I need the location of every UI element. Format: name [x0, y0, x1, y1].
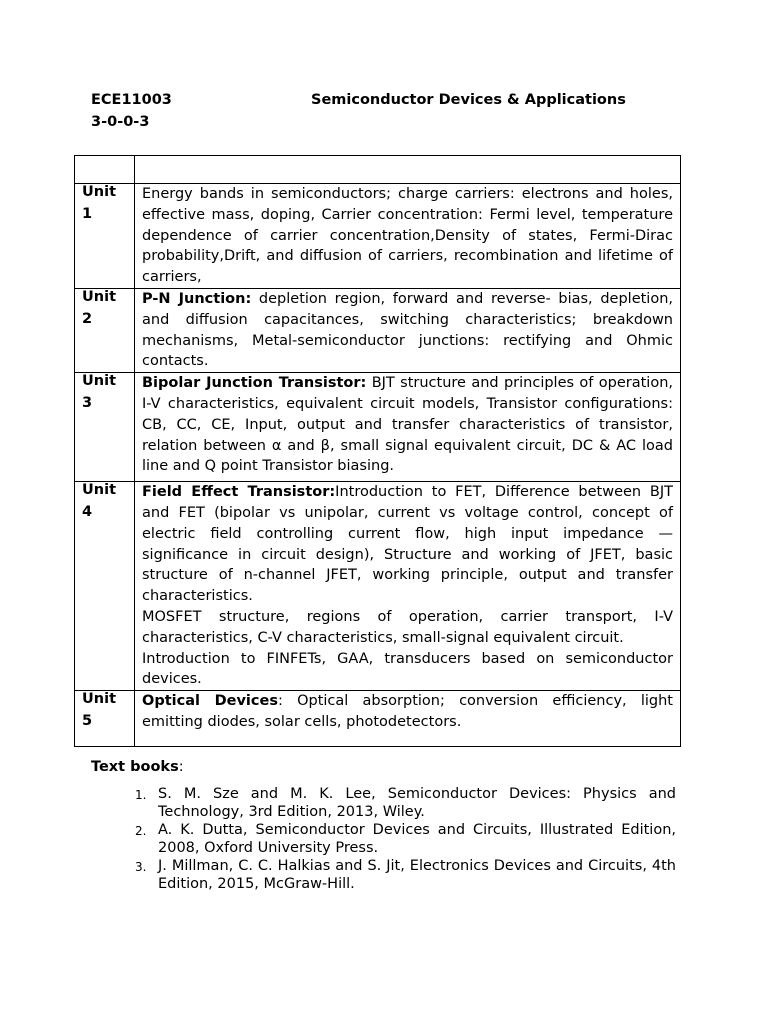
table-header-row — [75, 156, 681, 184]
list-item — [135, 786, 676, 821]
list-item — [135, 822, 676, 857]
unit-paragraph — [142, 373, 673, 477]
unit-number: 5 — [82, 713, 93, 730]
unit-content-cell — [135, 288, 681, 372]
list-item — [135, 858, 676, 893]
unit-content-cell — [135, 691, 681, 747]
syllabus-table — [74, 155, 681, 747]
list-item-text: S. M. Sze and M. K. Lee, Semiconductor Devices: Physics and Technology, 3rd Edition, 2013, Wiley. — [158, 786, 676, 820]
unit-topic-title: Bipolar Junction Transistor: — [142, 375, 367, 392]
list-item-number: 1. — [135, 788, 147, 802]
list-item-number: 3. — [135, 860, 147, 874]
unit-number: 4 — [82, 504, 93, 521]
list-item-text: J. Millman, C. C. Halkias and S. Jit, Electronics Devices and Circuits, 4th Edition, 2015, McGraw-Hill. — [158, 858, 676, 892]
table-row — [75, 482, 681, 691]
unit-topic-text: Introduction to FET, Difference between BJT and FET (bipolar vs unipolar, current vs voltage control, concept of electric field controlling current flow, high input impedance — significance in circuit design), Structure and working of JFET, basic structure of n-channel JFET, working principle, output and transfer characteristics. — [142, 484, 673, 605]
unit-content-cell — [135, 184, 681, 289]
unit-content-cell — [135, 373, 681, 482]
unit-label-cell — [75, 691, 135, 747]
header-cell-content — [135, 156, 681, 184]
table-row — [75, 288, 681, 372]
unit-topic-title: Field Effect Transistor: — [142, 484, 336, 501]
unit-label: Unit — [82, 184, 116, 200]
textbooks-heading — [91, 759, 184, 775]
unit-paragraph: Energy bands in semiconductors; charge carriers: electrons and holes, effective mass, doping, Carrier concentration: Fermi level, temperature dependence of carrier concentration,Density of states, Fermi-Dirac probability,Drift, and diffusion of carriers, recombination and lifetime of carriers, — [142, 186, 673, 286]
textbooks-heading-colon: : — [178, 759, 184, 775]
table-row — [75, 373, 681, 482]
header-cell-unit — [75, 156, 135, 184]
textbook-list — [135, 786, 676, 894]
table-row — [75, 691, 681, 747]
list-item-text: A. K. Dutta, Semiconductor Devices and Circuits, Illustrated Edition, 2008, Oxford University Press. — [158, 822, 676, 856]
unit-label-cell — [75, 482, 135, 691]
unit-label-cell — [75, 288, 135, 372]
unit-topic-text: depletion region, forward and reverse- bias, depletion, and diffusion capacitances, switching characteristics; breakdown mechanisms, Metal-semiconductor junctions: rectifying and Ohmic contacts. — [142, 290, 673, 370]
unit-number: 2 — [82, 310, 93, 327]
unit-number: 1 — [82, 206, 93, 222]
unit-number: 3 — [82, 395, 93, 412]
course-code: ECE11003 — [91, 92, 172, 108]
unit-paragraph — [142, 691, 673, 733]
unit-paragraph: MOSFET structure, regions of operation, carrier transport, I-V characteristics, C-V characteristics, small-signal equivalent circuit. — [142, 608, 673, 646]
unit-label: Unit — [82, 691, 116, 708]
unit-paragraph: Introduction to FINFETs, GAA, transducers based on semiconductor devices. — [142, 650, 673, 688]
textbooks-heading-label: Text books — [91, 759, 179, 775]
unit-topic-title: P-N Junction: — [142, 290, 252, 307]
unit-paragraph — [142, 482, 673, 607]
unit-paragraph — [142, 289, 673, 372]
unit-label: Unit — [82, 482, 116, 499]
unit-content-cell — [135, 482, 681, 691]
list-item-number: 2. — [135, 824, 147, 838]
table-row — [75, 184, 681, 289]
unit-topic-text: : Optical absorption; conversion efficiency, light emitting diodes, solar cells, photodetectors. — [142, 693, 673, 730]
unit-topic-text: BJT structure and principles of operation, I-V characteristics, equivalent circuit models, Transistor configurations: CB, CC, CE, Input, output and transfer characteristics of transistor, relation between α and β, small signal equivalent circuit, DC & AC load line and Q point Transistor biasing. — [142, 375, 673, 475]
course-title: Semiconductor Devices & Applications — [311, 92, 626, 108]
unit-label-cell — [75, 373, 135, 482]
unit-topic-title: Optical Devices — [142, 693, 278, 710]
course-credits: 3-0-0-3 — [91, 114, 150, 130]
unit-label: Unit — [82, 373, 116, 390]
unit-label: Unit — [82, 288, 116, 305]
unit-label-cell — [75, 184, 135, 289]
